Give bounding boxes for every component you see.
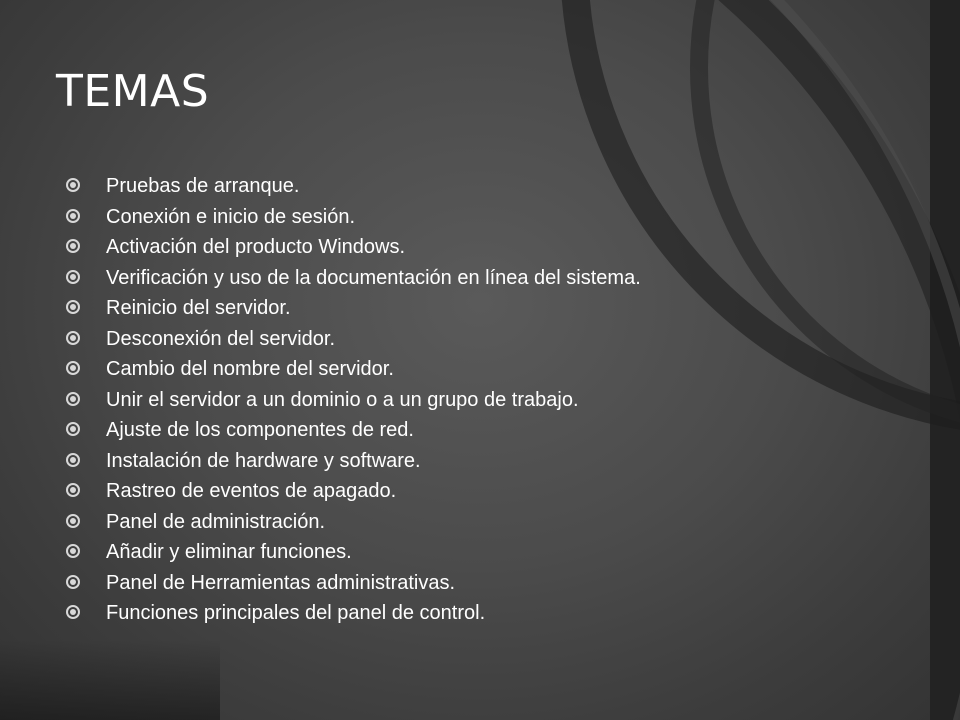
topic-text: Rastreo de eventos de apagado. (106, 480, 397, 502)
topic-item (66, 325, 641, 356)
topic-list (66, 172, 641, 630)
circle-bullet-icon (66, 422, 80, 436)
circle-bullet-icon (66, 453, 80, 467)
topic-item (66, 172, 641, 203)
slide-title: TEMAS (56, 66, 210, 117)
topic-item (66, 477, 641, 508)
topic-item (66, 203, 641, 234)
topic-text: Ajuste de los componentes de red. (106, 419, 414, 441)
topic-item (66, 264, 641, 295)
topic-item (66, 599, 641, 630)
circle-bullet-icon (66, 209, 80, 223)
topic-text: Panel de Herramientas administrativas. (106, 571, 456, 594)
topic-item (66, 355, 641, 386)
topic-text: Instalación de hardware y software. (106, 449, 421, 472)
topic-item (66, 569, 641, 600)
topic-text: Verificación y uso de la documentación en línea del sistema. (106, 266, 641, 289)
topic-text: Cambio del nombre del servidor. (106, 358, 394, 380)
topic-text: Funciones principales del panel de control. (106, 602, 486, 624)
topic-item (66, 538, 641, 569)
circle-bullet-icon (66, 544, 80, 558)
topic-item (66, 447, 641, 478)
circle-bullet-icon (66, 300, 80, 314)
circle-bullet-icon (66, 514, 80, 528)
circle-bullet-icon (66, 239, 80, 253)
topic-text: Pruebas de arranque. (106, 175, 300, 197)
topic-text: Reinicio del servidor. (106, 297, 291, 319)
topic-item (66, 386, 641, 417)
circle-bullet-icon (66, 575, 80, 589)
circle-bullet-icon (66, 270, 80, 284)
circle-bullet-icon (66, 483, 80, 497)
topic-text: Desconexión del servidor. (106, 327, 336, 350)
topic-text: Conexión e inicio de sesión. (106, 205, 356, 228)
topic-text: Unir el servidor a un dominio o a un grupo de trabajo. (106, 388, 579, 411)
topic-item (66, 416, 641, 447)
topic-text: Activación del producto Windows. (106, 236, 406, 258)
corner-shade (0, 640, 220, 720)
circle-bullet-icon (66, 605, 80, 619)
circle-bullet-icon (66, 331, 80, 345)
circle-bullet-icon (66, 392, 80, 406)
topic-item (66, 508, 641, 539)
topic-text: Añadir y eliminar funciones. (106, 541, 352, 563)
circle-bullet-icon (66, 178, 80, 192)
circle-bullet-icon (66, 361, 80, 375)
topic-text: Panel de administración. (106, 510, 326, 533)
topic-item (66, 233, 641, 264)
topic-item (66, 294, 641, 325)
